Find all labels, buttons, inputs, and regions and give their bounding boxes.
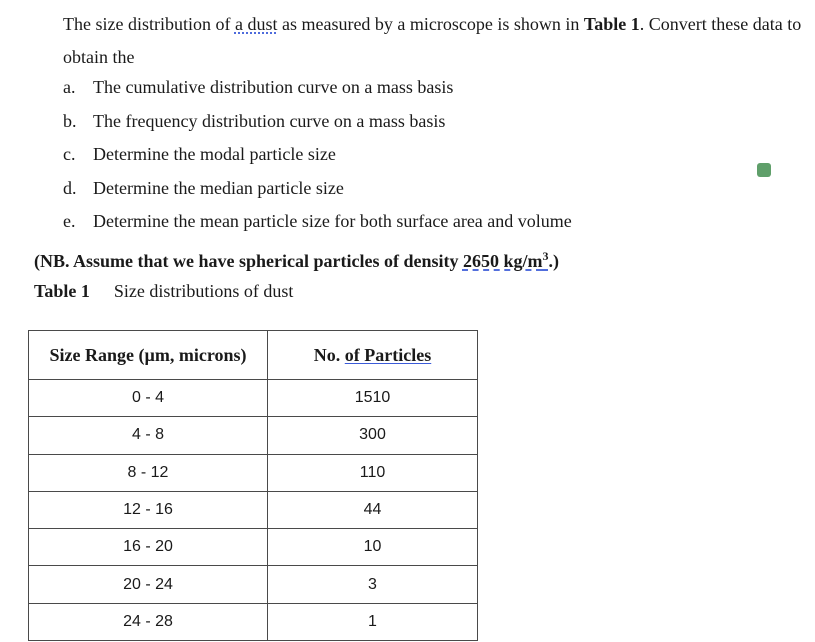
- header-particle-count: [268, 331, 478, 380]
- note-text: (NB. Assume that we have spherical particles of density: [34, 251, 463, 271]
- size-range-cell: 24 - 28: [29, 603, 268, 640]
- particle-count-cell: 1: [268, 603, 478, 640]
- intro-text-2: as measured by a microscope is shown in: [277, 14, 584, 34]
- particle-count-cell: 300: [268, 417, 478, 454]
- table-reference: Table 1: [583, 14, 640, 34]
- size-range-cell: 4 - 8: [29, 417, 268, 454]
- size-range-cell: 12 - 16: [29, 491, 268, 528]
- table-row: [29, 529, 478, 566]
- header-size-range-text: Size Range (µm, microns): [49, 344, 247, 365]
- density-exponent: 3: [542, 249, 549, 263]
- list-item: [63, 73, 572, 107]
- list-marker: d.: [63, 177, 77, 198]
- list-item: [63, 207, 572, 241]
- intro-paragraph: [63, 8, 803, 74]
- list-item: [63, 140, 572, 174]
- particle-count-cell: 44: [268, 491, 478, 528]
- list-marker: e.: [63, 211, 76, 231]
- task-list: [63, 73, 572, 241]
- density-note: [34, 249, 559, 272]
- intro-flagged-word: a dust: [234, 14, 278, 34]
- table-row: [29, 417, 478, 454]
- table-row: [29, 454, 478, 491]
- header-size-range: [29, 331, 268, 380]
- table-caption: [34, 281, 293, 302]
- particle-count-cell: 1510: [268, 380, 478, 417]
- list-item-text: The cumulative distribution curve on a mass basis: [93, 77, 454, 97]
- header-count-prefix: No.: [313, 344, 345, 365]
- caption-text: Size distributions of dust: [113, 281, 294, 301]
- list-item-text: Determine the mean particle size for both surface area and volume: [93, 211, 572, 231]
- list-marker: a.: [63, 77, 76, 97]
- size-range-cell: 0 - 4: [29, 380, 268, 417]
- table-row: [29, 566, 478, 603]
- table-header-row: [29, 331, 478, 380]
- list-item-text: Determine the modal particle size: [93, 144, 336, 164]
- green-marker-icon[interactable]: [757, 163, 771, 177]
- intro-text-3: . Convert these data to obtain the: [63, 14, 802, 67]
- list-marker: b.: [63, 110, 77, 131]
- list-item: [63, 107, 572, 141]
- particle-count-cell: 10: [268, 529, 478, 566]
- density-value: [463, 251, 549, 271]
- size-range-cell: 8 - 12: [29, 454, 268, 491]
- list-item-text: Determine the median particle size: [93, 177, 344, 198]
- size-range-cell: 20 - 24: [29, 566, 268, 603]
- table-row: [29, 491, 478, 528]
- header-count-underlined: of Particles: [344, 344, 432, 365]
- intro-text-1: The size distribution of: [63, 14, 235, 34]
- particle-count-cell: 110: [268, 454, 478, 491]
- size-distribution-table: [28, 330, 478, 641]
- list-marker: c.: [63, 144, 76, 164]
- list-item: [63, 174, 572, 208]
- list-item-text: The frequency distribution curve on a mass basis: [93, 110, 446, 131]
- size-range-cell: 16 - 20: [29, 529, 268, 566]
- note-suffix: .): [548, 251, 559, 271]
- table-row: [29, 380, 478, 417]
- table-row: [29, 603, 478, 640]
- caption-label: Table 1: [34, 281, 90, 301]
- particle-count-cell: 3: [268, 566, 478, 603]
- density-number: 2650 kg/m: [462, 251, 543, 271]
